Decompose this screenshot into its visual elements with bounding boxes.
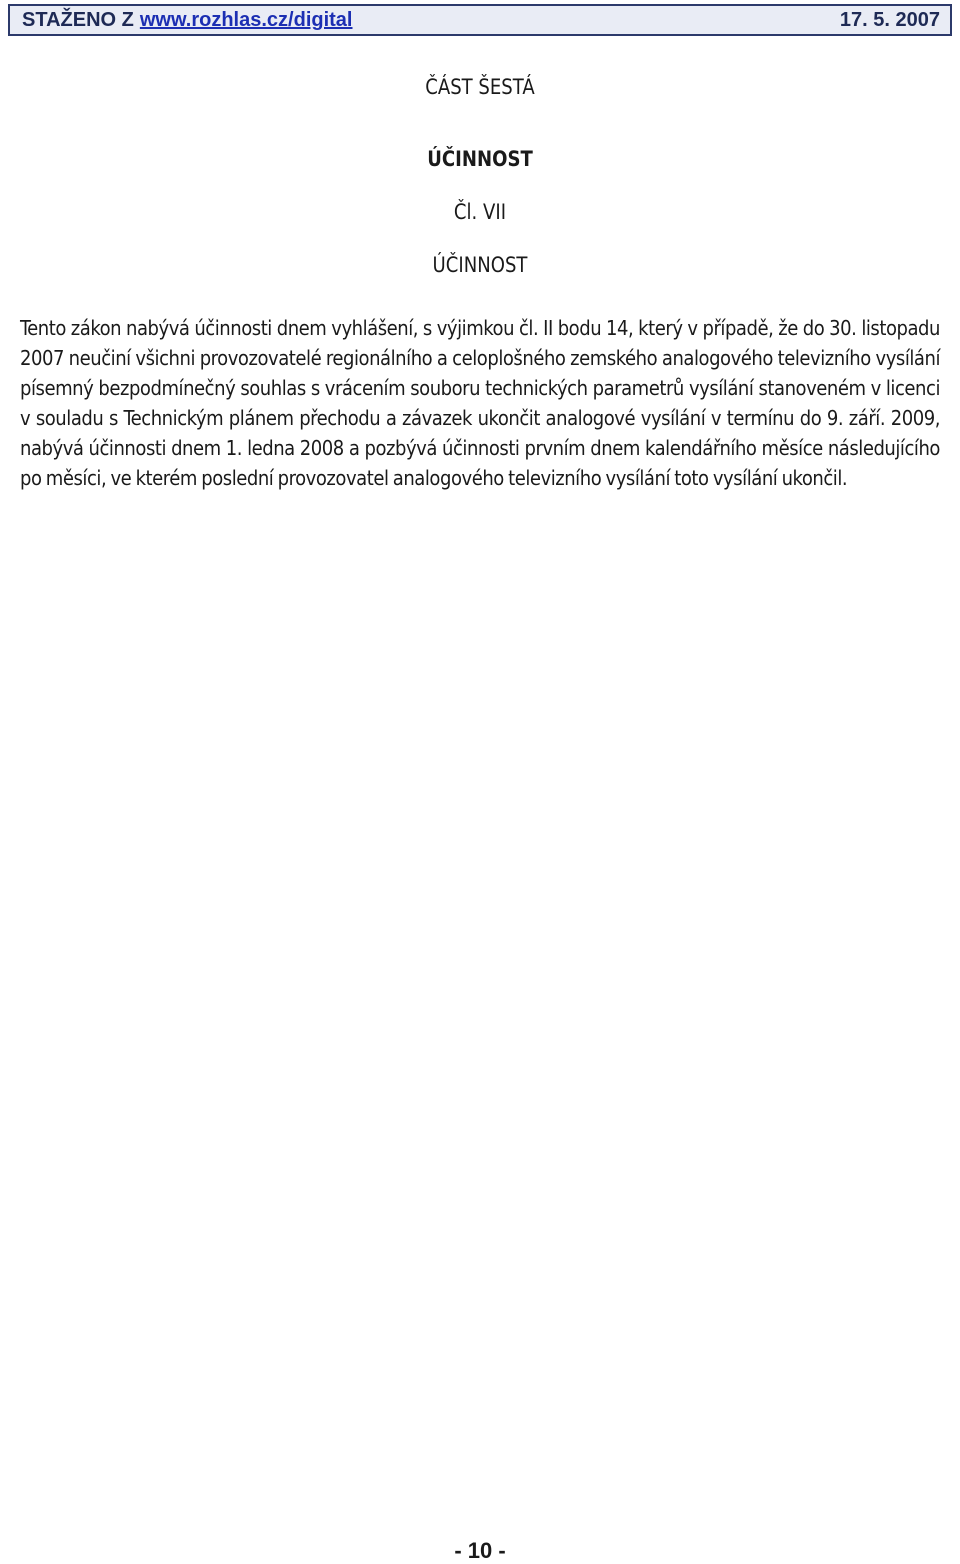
article-title: ÚČINNOST: [432, 253, 528, 277]
download-header-bar: [8, 4, 952, 36]
article-body-paragraph: Tento zákon nabývá účinnosti dnem vyhlášení, s výjimkou čl. II bodu 14, který v případě, že do 30. listopadu 2007 neučiní všichni provozovatelé regionálního a celoplošného zemského analogového televizního vysílání písemný bezpodmínečný souhlas s vrácením souboru technických parametrů vysílání stanoveném v licenci v souladu s Technickým plánem přechodu a závazek ukončit analogové vysílání v termínu do 9. září. 2009, nabývá účinnosti dnem 1. ledna 2008 a pozbývá účinnosti prvním dnem kalendářního měsíce následujícího po měsíci, ve kterém poslední provozovatel analogového televizního vysílání toto vysílání ukončil.: [20, 316, 940, 490]
source-link[interactable]: www.rozhlas.cz/digital: [139, 8, 353, 31]
header-source: [22, 9, 353, 32]
header-prefix: STAŽENO Z: [22, 8, 134, 31]
part-title: ČÁST ŠESTÁ: [425, 75, 535, 99]
header-date: 17. 5. 2007: [839, 8, 940, 31]
article-number: Čl. VII: [453, 200, 507, 224]
section-heading: ÚČINNOST: [427, 147, 533, 171]
page-number: - 10 -: [454, 1538, 506, 1563]
